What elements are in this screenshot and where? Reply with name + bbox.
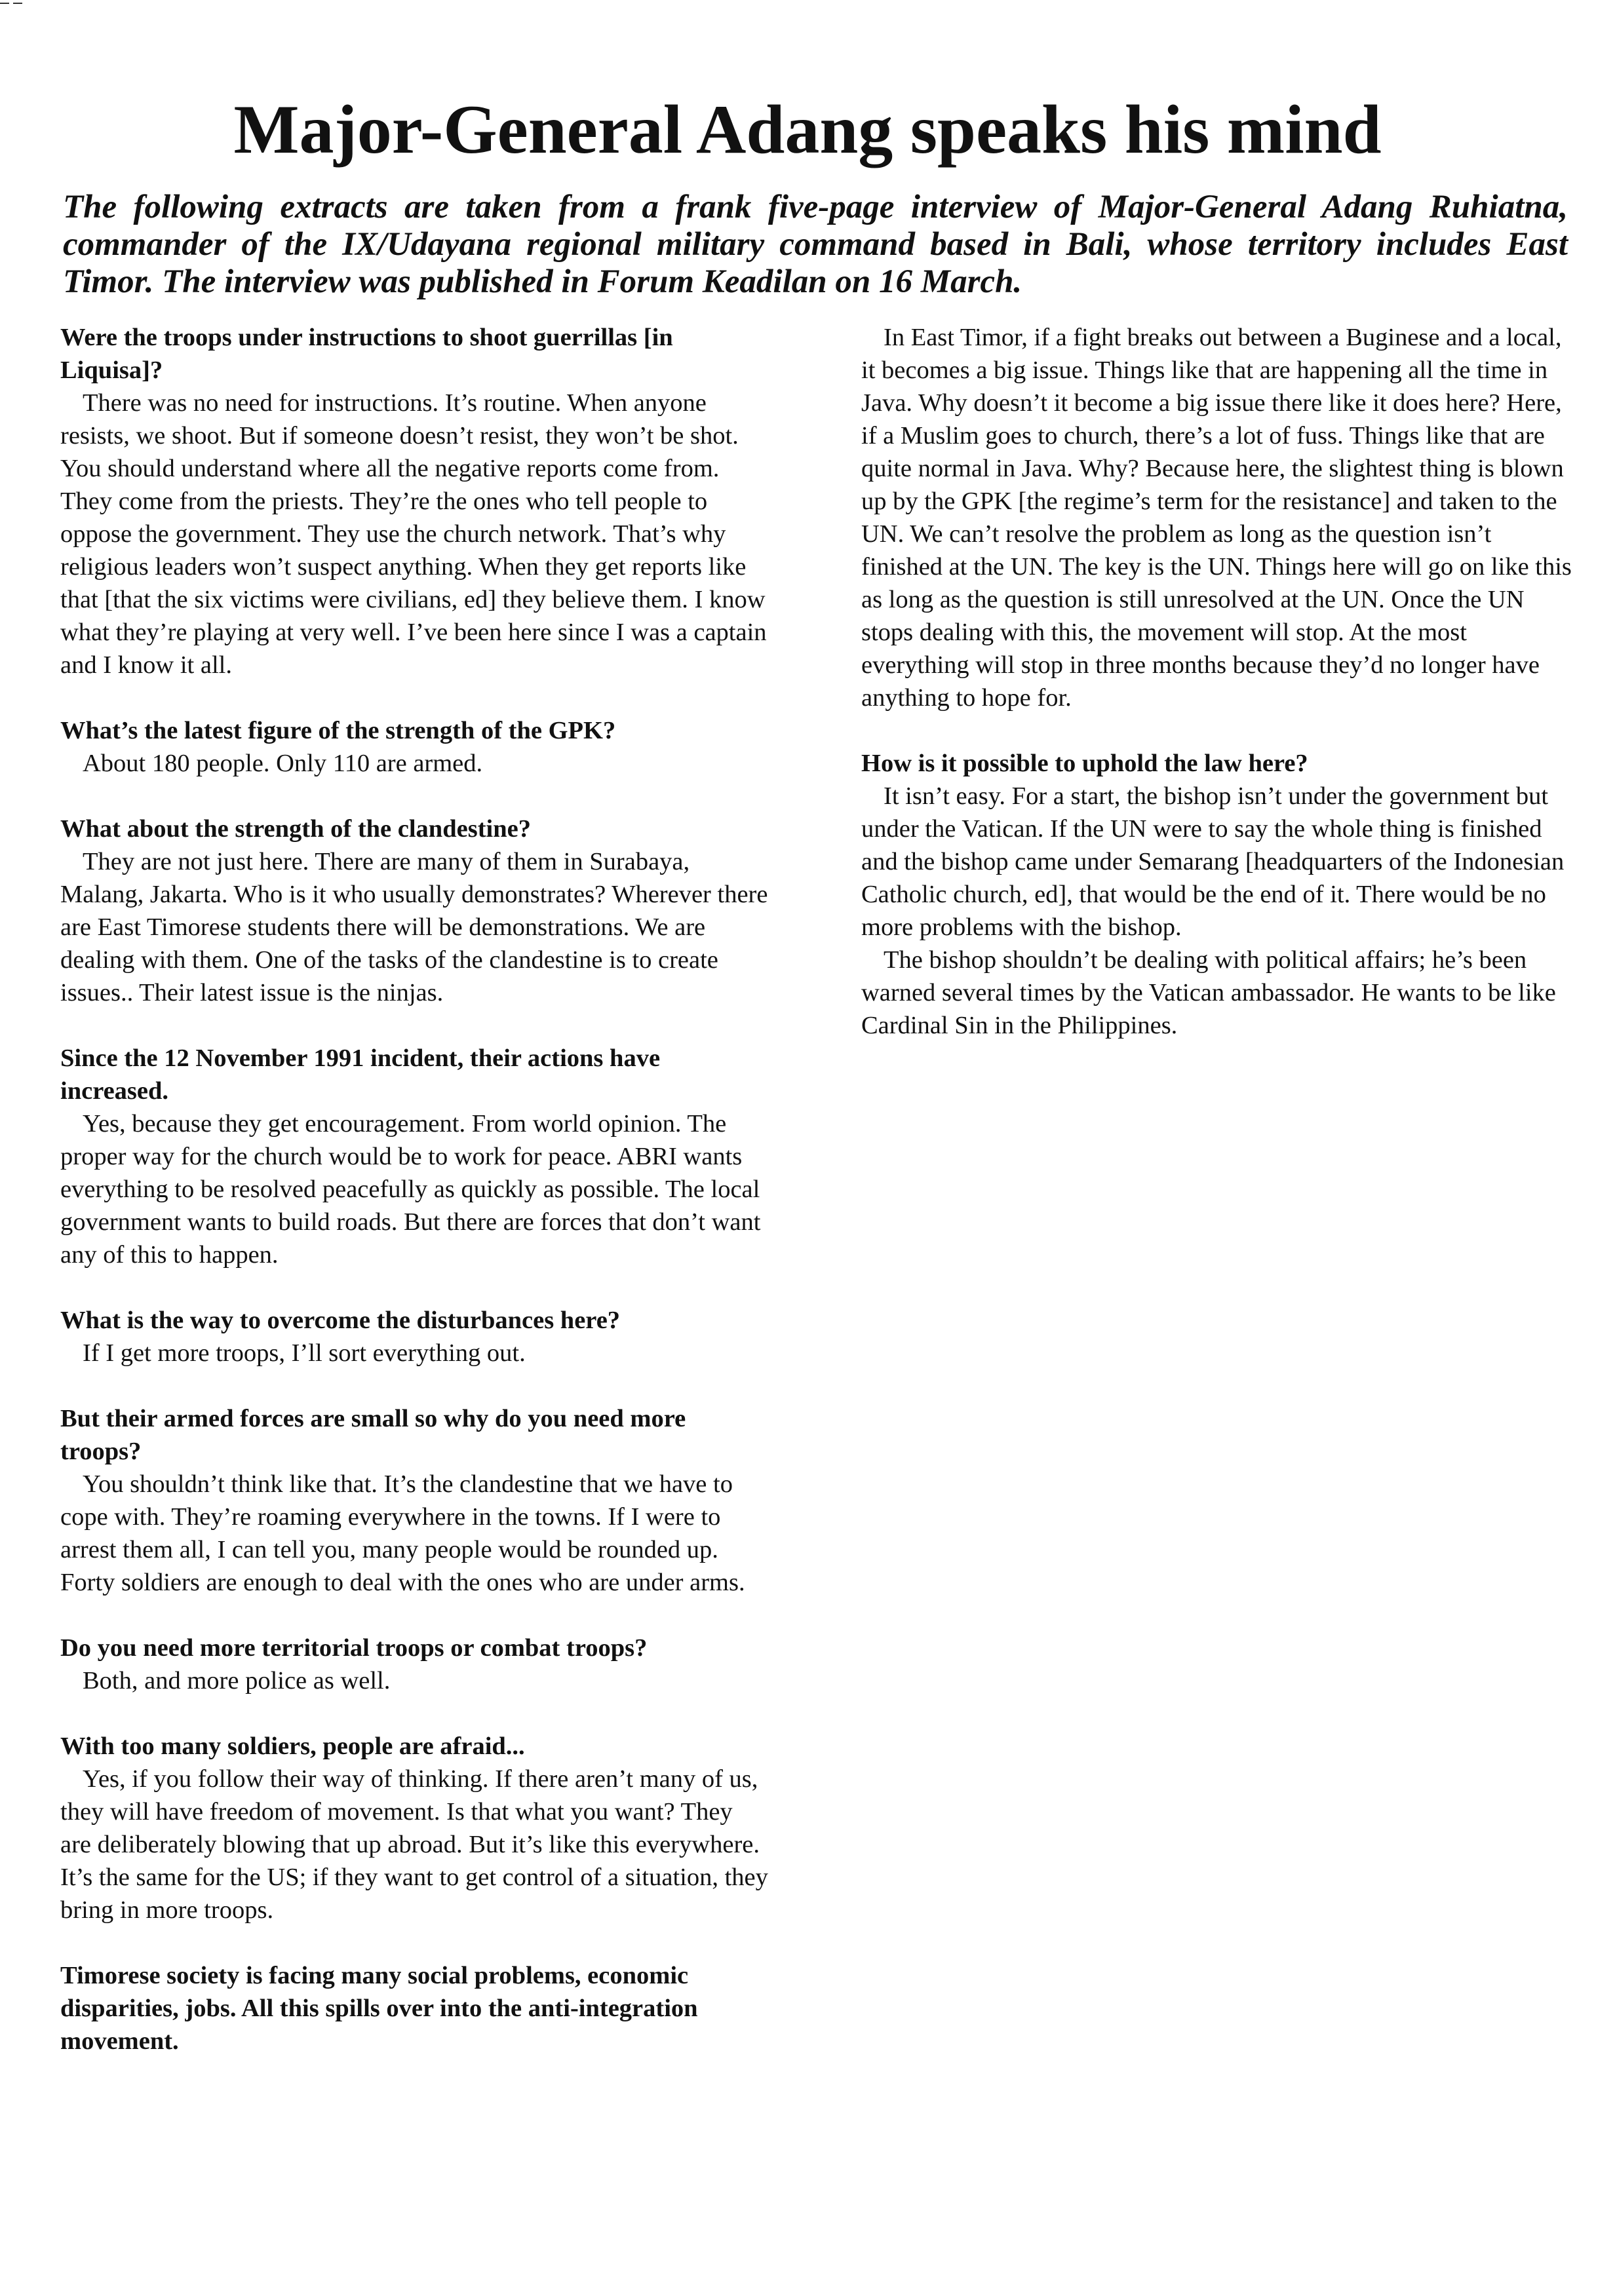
article-title: Major-General Adang speaks his mind [233, 91, 1382, 168]
interview-answer: Yes, if you follow their way of thinking. If there aren’t many of us, they will have freedom of movement. Is that what you want? They are deliberately blowing that up abroad. But it’s like this everywhere. It’s the same for the US; if they want to get control of a situation, they bring in more troops. [60, 1765, 768, 1924]
scan-corner-mark [0, 0, 39, 7]
interview-answer: You shouldn’t think like that. It’s the clandestine that we have to cope with. They’re roaming everywhere in the towns. If I were to arrest them all, I can tell you, many people would be rounded up. Forty soldiers are enough to deal with the ones who are under arms. [60, 1470, 745, 1596]
qa-block [60, 1730, 768, 1926]
article-intro: The following extracts are taken from a frank five-page interview of Major-General Adang Ruhiatna, commander of the IX/Udayana regional military command based in Bali, whose territory includes East Timor. The interview was published in Forum Keadilan on 16 March. [63, 189, 1568, 300]
interview-question: With too many soldiers, people are afraid... [60, 1732, 525, 1760]
interview-answer: Both, and more police as well. [83, 1667, 391, 1694]
interview-answer: There was no need for instructions. It’s routine. When anyone resists, we shoot. But if someone doesn’t resist, they won’t be shot. You should understand where all the negative reports come from. They come from the priests. They’re the ones who tell people to oppose the government. They use the church network. That’s why religious leaders won’t suspect anything. When they get reports like that [that the six victims were civilians, ed] they believe them. I know what they’re playing at very well. I’ve been here since I was a captain and I know it all. [60, 389, 767, 679]
interview-answer: They are not just here. There are many of them in Surabaya, Malang, Jakarta. Who is it who usually demonstrates? Wherever there are East Timorese students there will be demonstrations. We are dealing with them. One of the tasks of the clandestine is to create issues.. Their latest issue is the ninjas. [60, 848, 768, 1006]
interview-answer: If I get more troops, I’ll sort everything out. [83, 1339, 526, 1367]
interview-question: What about the strength of the clandestine? [60, 815, 531, 843]
interview-question: But their armed forces are small so why do you need more troops? [60, 1405, 686, 1465]
interview-answer: In East Timor, if a fight breaks out between a Buginese and a local, it becomes a big issue. Things like that are happening all the time in Java. Why doesn’t it become a big issue there like it does here? Here, if a Muslim goes to church, there’s a lot of fuss. Things like that are quite normal in Java. Why? Because here, the slightest thing is blown up by the GPK [the regime’s term for the resistance] and taken to the UN. We can’t resolve the problem as long as the question isn’t finished at the UN. The key is the UN. Things here will go on like this as long as the question is still unresolved at the UN. Once the UN stops dealing with this, the movement will stop. At the most everything will stop in three months because they’d no longer have anything to hope for. [861, 324, 1572, 712]
right-column [861, 321, 1573, 1075]
qa-block [60, 813, 768, 1009]
interview-question: Do you need more territorial troops or combat troops? [60, 1634, 648, 1662]
qa-block [60, 1304, 768, 1369]
interview-question: How is it possible to uphold the law here? [861, 750, 1308, 777]
interview-question: What’s the latest figure of the strength of the GPK? [60, 717, 616, 744]
interview-answer: Yes, because they get encouragement. From world opinion. The proper way for the church would be to work for peace. ABRI wants everything to be resolved peacefully as quickly as possible. The local government wants to build roads. But there are forces that don’t want any of this to happen. [60, 1110, 761, 1269]
qa-block [60, 1402, 768, 1599]
interview-answer: It isn’t easy. For a start, the bishop isn’t under the government but under the Vatican. If the UN were to say the whole thing is finished and the bishop came under Semarang [headquarters of the Indonesian Catholic church, ed], that would be the end of it. There would be no more problems with the bishop. [861, 782, 1565, 941]
interview-question: Since the 12 November 1991 incident, their actions have increased. [60, 1044, 661, 1105]
interview-question: Were the troops under instructions to shoot guerrillas [in Liquisa]? [60, 324, 673, 384]
interview-question: What is the way to overcome the disturbances here? [60, 1307, 621, 1334]
interview-answer: About 180 people. Only 110 are armed. [83, 750, 483, 777]
interview-question: Timorese society is facing many social problems, economic disparities, jobs. All this spills over into the anti-integration movement. [60, 1962, 698, 2055]
qa-block [60, 1042, 768, 1271]
qa-block [60, 1959, 768, 2057]
left-column [60, 321, 768, 2090]
qa-block [861, 747, 1573, 1042]
qa-block [60, 321, 768, 681]
qa-block [60, 1632, 768, 1697]
continued-answer-block [861, 321, 1573, 714]
qa-block [60, 714, 768, 780]
interview-answer: The bishop shouldn’t be dealing with political affairs; he’s been warned several times by the Vatican ambassador. He wants to be like Cardinal Sin in the Philippines. [861, 946, 1556, 1039]
